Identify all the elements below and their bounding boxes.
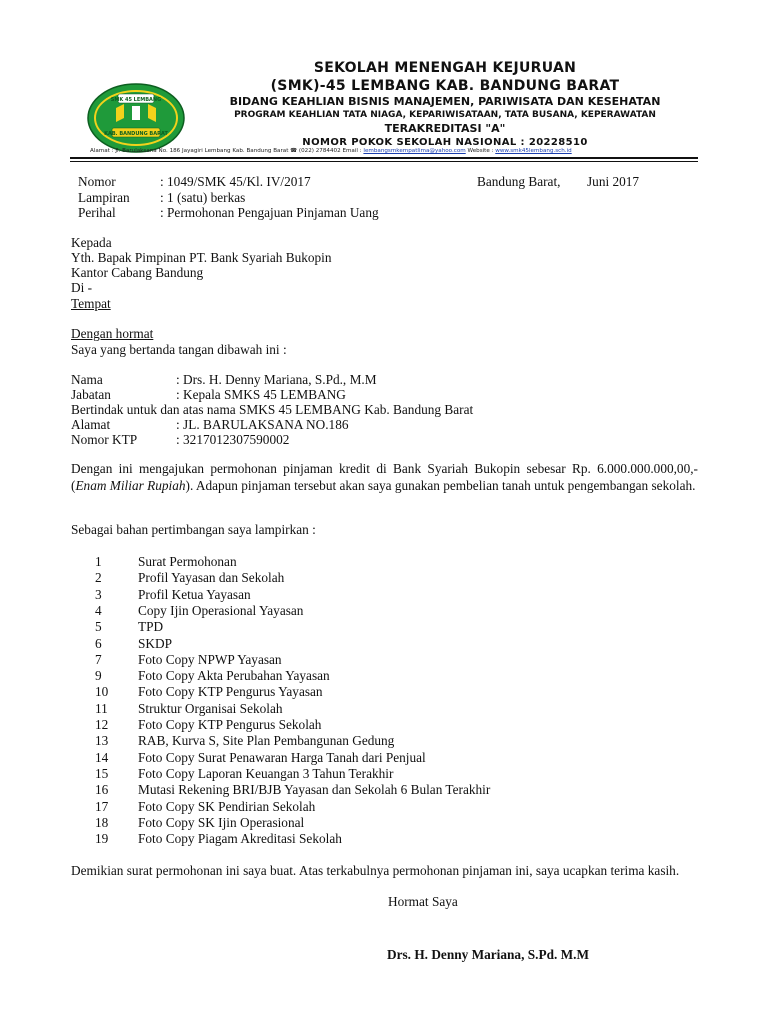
list-item-text: TPD [138,619,164,635]
perihal-label: Perihal [78,205,116,220]
signatory: Drs. H. Denny Mariana, S.Pd. M.M [387,947,590,962]
paragraph-part1: Dengan ini mengajukan permohonan pinjaman kredit di Bank Syariah Bukopin sebesar Rp. 6.000.000.000,00,- ( [71,461,698,493]
jabatan-value: : Kepala SMKS 45 LEMBANG [176,387,346,402]
list-item-number: 5 [95,619,102,635]
header-divider [70,157,698,159]
accreditation: TERAKREDITASI "A" [384,122,506,135]
recipient-kepada: Kepada [71,235,112,250]
lampiran-value: : 1 (satu) berkas [160,190,246,205]
school-type: SEKOLAH MENENGAH KEJURUAN [313,60,577,76]
list-item-number: 16 [95,782,109,798]
npsn: NOMOR POKOK SEKOLAH NASIONAL : 20228510 [302,137,588,148]
list-item-number: 3 [95,586,102,602]
list-item-number: 17 [95,798,109,814]
address-line [90,148,690,154]
logo-bottom-text: KAB. BANDUNG BARAT [104,131,168,137]
header-divider-thin [70,161,698,162]
website-link[interactable]: www.smk45lembang.sch.id [495,148,572,154]
nomor-value: : 1049/SMK 45/Kl. IV/2017 [160,174,311,189]
jabatan-label: Jabatan [71,387,111,402]
recipient-line2: Kantor Cabang Bandung [71,265,204,280]
list-item-text: Copy Ijin Operasional Yayasan [138,602,304,618]
logo-top-text: SMK 45 LEMBANG [110,97,162,103]
website-label: Website : [465,148,496,154]
ktp-value: : 3217012307590002 [176,432,290,447]
place: Bandung Barat, [477,174,561,189]
list-item-text: Foto Copy SK Pendirian Sekolah [138,798,316,814]
email-link[interactable]: lembangsmkempatlima@yahoo.com [363,148,466,154]
perihal-value: : Permohonan Pengajuan Pinjaman Uang [160,205,379,220]
list-item-number: 13 [95,733,109,749]
list-item-text: Foto Copy Laporan Keuangan 3 Tahun Terakhir [138,765,394,781]
attachments-intro: Sebagai bahan pertimbangan saya lampirkan : [71,522,316,537]
letterhead [190,60,700,150]
recipient-line3: Di - [71,280,93,295]
address-text: Alamat : Jl. Barulaksana No. 186 Jayagiri Lembang Kab. Bandung Barat ☎ (022) 2784402 Email : [90,148,364,154]
regards: Hormat Saya [388,894,458,909]
list-item-number: 12 [95,717,109,732]
greeting: Dengan hormat [71,326,154,341]
list-item-number: 15 [95,765,109,781]
list-item-text: SKDP [138,635,172,651]
list-item-text: Foto Copy Piagam Akreditasi Sekolah [138,831,342,847]
paragraph-part2: ). Adapun pinjaman tersebut akan saya gunakan pembelian tanah untuk pengembangan sekolah. [185,477,696,493]
lampiran-label: Lampiran [78,190,130,205]
amount-in-words: Enam Miliar Rupiah [75,477,186,493]
recipient-line4: Tempat [71,296,111,311]
nama-value: : Drs. H. Denny Mariana, S.Pd., M.M [176,372,377,387]
list-item-number: 7 [95,651,102,667]
school-name: (SMK)-45 LEMBANG KAB. BANDUNG BARAT [270,78,620,94]
list-item-number: 4 [95,602,102,618]
list-item-text: RAB, Kurva S, Site Plan Pembangunan Gedung [138,733,395,749]
list-item-number: 1 [95,554,102,569]
school-logo [86,82,186,154]
list-item-number: 6 [95,635,102,651]
list-item-text: Foto Copy Surat Penawaran Harga Tanah dari Penjual [138,749,426,765]
request-paragraph [71,461,698,494]
bertindak: Bertindak untuk dan atas nama SMKS 45 LEMBANG Kab. Bandung Barat [71,402,474,417]
list-item-number: 9 [95,668,102,684]
intro: Saya yang bertanda tangan dibawah ini : [71,342,287,357]
nomor-label: Nomor [78,174,116,189]
expertise-program: PROGRAM KEAHLIAN TATA NIAGA, KEPARIWISATAAN, TATA BUSANA, KEPERAWATAN [234,110,656,120]
list-item-number: 14 [95,749,109,765]
list-item-text: Profil Yayasan dan Sekolah [138,570,285,586]
recipient-line1: Yth. Bapak Pimpinan PT. Bank Syariah Bukopin [71,250,332,265]
list-item-text: Foto Copy KTP Pengurus Yayasan [138,684,323,700]
date: Juni 2017 [587,174,640,189]
list-item-text: Struktur Organisai Sekolah [138,700,283,716]
list-item-text: Surat Permohonan [138,554,237,569]
alamat-label: Alamat [71,417,111,432]
list-item-text: Profil Ketua Yayasan [138,586,251,602]
list-item-number: 19 [95,831,109,847]
expertise-field: BIDANG KEAHLIAN BISNIS MANAJEMEN, PARIWISATA DAN KESEHATAN [229,95,661,108]
alamat-value: : JL. BARULAKSANA NO.186 [176,417,349,432]
ktp-label: Nomor KTP [71,432,138,447]
list-item-number: 10 [95,684,109,700]
list-item-number: 18 [95,814,109,830]
list-item-text: Foto Copy SK Ijin Operasional [138,814,305,830]
nama-label: Nama [71,372,103,387]
list-item-text: Mutasi Rekening BRI/BJB Yayasan dan Sekolah 6 Bulan Terakhir [138,782,491,798]
closing-paragraph: Demikian surat permohonan ini saya buat. Atas terkabulnya permohonan pinjaman ini, saya ucapkan terima kasih. [71,863,680,878]
list-item-text: Foto Copy NPWP Yayasan [138,651,282,667]
list-item-number: 11 [95,700,108,716]
list-item-text: Foto Copy Akta Perubahan Yayasan [138,668,330,684]
list-item-text: Foto Copy KTP Pengurus Sekolah [138,717,322,732]
list-item-number: 2 [95,570,102,586]
